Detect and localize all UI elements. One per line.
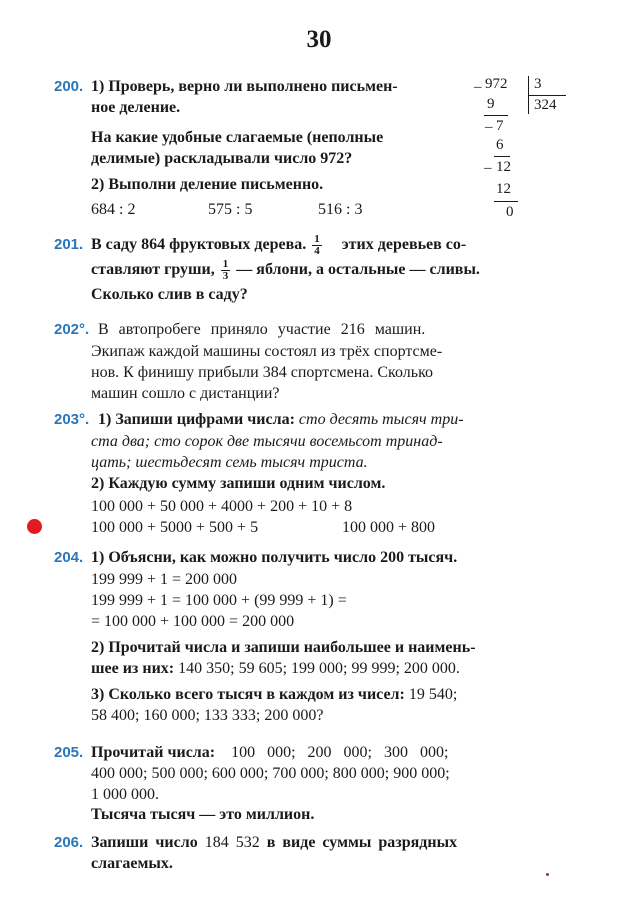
exercise-200-line5: 2) Выполни деление письменно. [91, 176, 324, 193]
exercise-204-line3 [91, 658, 460, 679]
exercise-204-line5-text: 58 400; 160 000; 133 333; 200 000? [91, 707, 324, 724]
exercise-204-line4-a: 3) Сколько всего тысяч в каждом из чисел: [91, 686, 405, 703]
exercise-number-204: 204. [54, 549, 84, 566]
sum-expression-2-text: 100 000 + 5000 + 500 + 5 [91, 519, 259, 536]
exercise-202-line3: нов. К финишу прибыли 384 спортсмена. Сколько [91, 364, 434, 381]
exercise-201-line1 [91, 234, 466, 257]
exercise-200-line4: делимые) раскладывали число 972? [91, 150, 353, 167]
division-step-6: 0 [506, 204, 514, 220]
exercise-201-line3: Сколько слив в саду? [91, 286, 248, 303]
print-speck [546, 873, 549, 876]
exercise-206-line1-b: 184 532 [204, 834, 260, 851]
exercise-206-line2: слагаемых. [91, 855, 173, 872]
red-dot-marker [27, 519, 42, 534]
division-step-4: 12 [496, 159, 511, 175]
division-minus-3: _ [484, 155, 492, 171]
exercise-205-line1 [91, 742, 448, 763]
exercise-205-line3-text: 1 000 000. [91, 786, 159, 803]
exercise-204-line5 [91, 705, 323, 726]
exercise-205-line2-text: 400 000; 500 000; 600 000; 700 000; 800 000; 900 000; [91, 765, 450, 782]
division-step-3: 6 [496, 137, 504, 153]
division-example-3 [318, 199, 362, 220]
exercise-201-line2-a: ставляют груши, [91, 261, 215, 279]
exercise-203-line1-a: 1) Запиши цифрами числа: [98, 411, 295, 428]
exercise-204-line3-b: 140 350; 59 605; 199 000; 99 999; 200 000. [178, 660, 460, 677]
exercise-203-line3: цать; шестьдесят семь тысяч триста. [91, 454, 368, 471]
exercise-205-line3 [91, 784, 159, 805]
exercise-202-line2: Экипаж каждой машины состоял из трёх спортсме- [91, 343, 443, 360]
exercise-206-line1-c: в виде суммы разрядных [266, 834, 458, 851]
division-example-1-text: 684 : 2 [91, 201, 136, 218]
division-step-1: 9 [487, 96, 495, 112]
division-step-5: 12 [496, 181, 511, 197]
exercise-205-line1-b: 100 000; 200 000; 300 000; [231, 744, 449, 761]
division-quotient-bar [528, 95, 566, 96]
exercise-201-line1-a: В саду 864 фруктовых дерева. [91, 236, 307, 254]
exercise-number-200: 200. [54, 78, 84, 95]
exercise-202-line4: машин сошло с дистанции? [91, 385, 280, 402]
exercise-206-line1 [91, 832, 457, 853]
exercise-204-line3-a: шее из них: [91, 660, 175, 677]
division-example-1 [91, 199, 135, 220]
division-example-2-text: 575 : 5 [208, 201, 253, 218]
division-divisor: 3 [534, 76, 542, 92]
fraction-2-denominator: 3 [222, 270, 229, 282]
sum-expression-2 [91, 517, 258, 538]
division-minus-2: _ [485, 114, 493, 130]
exercise-201-line1-b: этих деревьев со- [341, 236, 467, 254]
exercise-205-rule: Тысяча тысяч — это миллион. [91, 806, 315, 823]
division-minus-1: _ [474, 74, 482, 90]
exercise-204-line4 [91, 684, 457, 705]
fraction-one-third [221, 259, 231, 282]
math-line-3-text: = 100 000 + 100 000 = 200 000 [91, 613, 295, 630]
math-line-1-text: 199 999 + 1 = 200 000 [91, 571, 238, 588]
exercise-number-206: 206. [54, 834, 84, 851]
exercise-202-line1: В автопробеге приняло участие 216 машин. [98, 321, 426, 338]
exercise-203-line1 [98, 409, 464, 430]
exercise-203-line1-b: сто десять тысяч три- [298, 411, 464, 428]
sum-expression-3-text: 100 000 + 800 [342, 519, 436, 536]
division-example-3-text: 516 : 3 [318, 201, 363, 218]
exercise-201-line2 [91, 259, 480, 282]
division-underline-2 [494, 156, 510, 157]
exercise-203-line4: 2) Каждую сумму запиши одним числом. [91, 475, 386, 492]
fraction-1-numerator: 1 [314, 233, 320, 245]
fraction-one-quarter [312, 234, 322, 257]
exercise-203-line2: ста два; сто сорок две тысячи восемьсот тринад- [91, 433, 443, 450]
exercise-number-203: 203°. [54, 411, 90, 428]
page-number: 30 [306, 26, 332, 53]
division-dividend: 972 [485, 76, 508, 92]
exercise-200-line1: 1) Проверь, верно ли выполнено письмен- [91, 78, 398, 95]
math-line-1 [91, 569, 237, 590]
exercise-number-205: 205. [54, 744, 84, 761]
exercise-number-201: 201. [54, 236, 84, 253]
exercise-206-line1-a: Запиши число [91, 834, 198, 851]
sum-expression-3 [342, 517, 435, 538]
fraction-2-numerator: 1 [222, 258, 229, 270]
exercise-201-line2-b: — яблони, а остальные — сливы. [236, 261, 480, 279]
math-line-2-text: 199 999 + 1 = 100 000 + (99 999 + 1) = [91, 592, 347, 609]
division-step-2: 7 [496, 118, 504, 134]
exercise-number-202: 202°. [54, 321, 90, 338]
exercise-205-line2 [91, 763, 450, 784]
exercise-205-line1-a: Прочитай числа: [91, 744, 216, 761]
math-line-3 [91, 611, 294, 632]
sum-expression-1 [91, 496, 352, 517]
division-example-2 [208, 199, 252, 220]
division-quotient: 324 [534, 97, 557, 113]
division-underline-3 [494, 201, 518, 202]
exercise-204-line4-b: 19 540; [408, 686, 458, 703]
exercise-200-line2: ное деление. [91, 99, 181, 116]
fraction-1-denominator: 4 [314, 245, 320, 257]
exercise-204-line1: 1) Объясни, как можно получить число 200 тысяч. [91, 549, 458, 566]
sum-expression-1-text: 100 000 + 50 000 + 4000 + 200 + 10 + 8 [91, 498, 353, 515]
math-line-2 [91, 590, 347, 611]
exercise-200-line3: На какие удобные слагаемые (неполные [91, 129, 384, 146]
exercise-204-line2: 2) Прочитай числа и запиши наибольшее и наимень- [91, 639, 476, 656]
